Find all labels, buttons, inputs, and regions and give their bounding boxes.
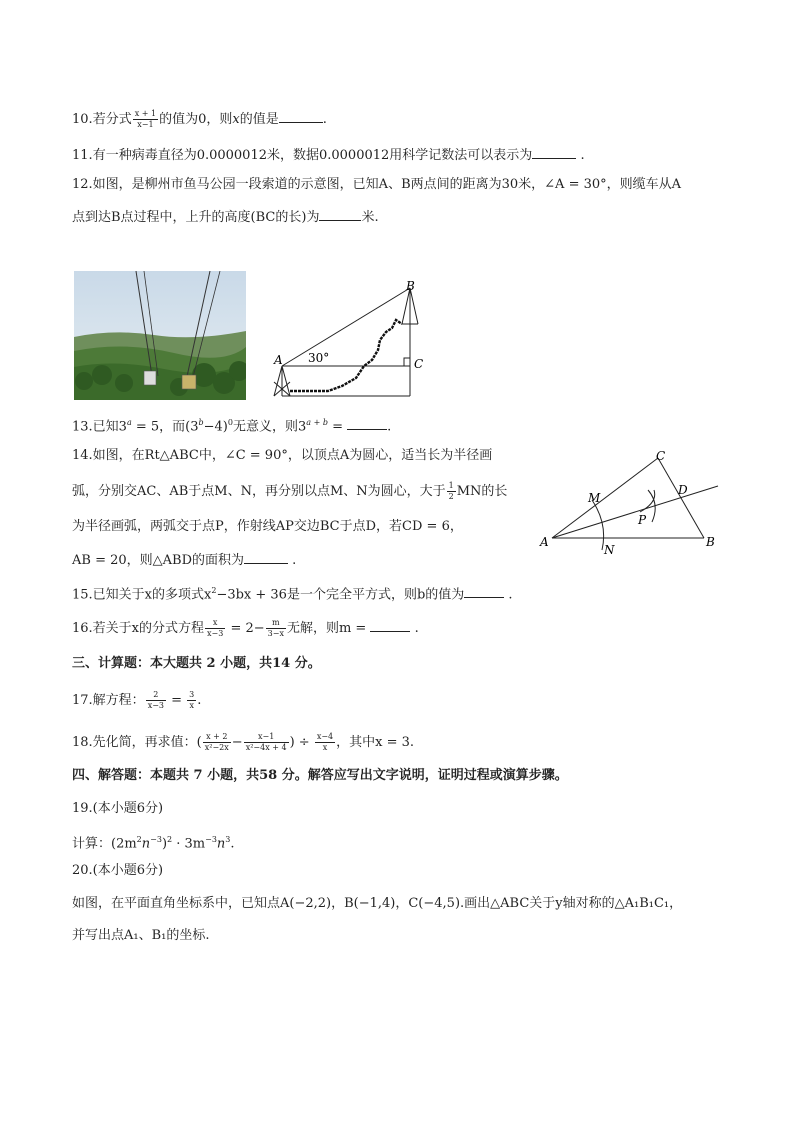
fraction: $\frac{3}{x}$ bbox=[189, 690, 195, 710]
label-d: D bbox=[678, 483, 688, 497]
label-m: M bbox=[588, 491, 601, 505]
label-b: B bbox=[406, 279, 415, 293]
label-a: A bbox=[540, 535, 549, 549]
question-16: 16.若关于x的分式方程 $\frac{x}{x-3}$ = 2− $\frac{m}{3-x}$ 无解，则m = . bbox=[72, 618, 419, 638]
question-17: 17.解方程： $\frac{2}{x-3}$ = $\frac{3}{x}$ . bbox=[72, 690, 202, 710]
fraction: $\frac{x + 1}{x-1}$ bbox=[134, 109, 157, 129]
question-19-heading: 19.(本小题6分) bbox=[72, 801, 164, 816]
question-12-line1: 12.如图，是柳州市鱼马公园一段索道的示意图，已知A、B两点间的距离为30米，∠A = 30°，则缆车从A bbox=[72, 177, 682, 192]
question-20-heading: 20.(本小题6分) bbox=[72, 863, 164, 878]
answer-blank bbox=[244, 549, 288, 564]
question-13: 13.已知$3^a = 5$，而$(3^b-4)^0$无意义，则$3^{a + b}$ = . bbox=[72, 413, 391, 437]
fraction: $\frac{2}{x-3}$ bbox=[147, 690, 164, 710]
answer-blank bbox=[370, 617, 410, 632]
cable-diagram-figure bbox=[268, 278, 438, 402]
question-14-line2: 弧，分别交AC、AB于点M、N，再分别以点M、N为圆心，大于 $\frac{1}{2}$ MN的长 bbox=[72, 481, 508, 501]
answer-blank bbox=[347, 415, 387, 430]
triangle-figure bbox=[536, 446, 728, 558]
label-b: B bbox=[706, 535, 715, 549]
label-c: C bbox=[414, 357, 424, 371]
question-18: 18.先化简，再求值：( $\frac{x + 2}{\text{x²−2x}}$ − $\frac{x-1}{\text{x²−4x + 4}}$ ) ÷ $\frac{x-4}{x}$ ，其中x = 3. bbox=[72, 732, 415, 752]
fraction: $\frac{x + 2}{\text{x²−2x}}$ bbox=[204, 732, 229, 752]
question-15: 15.已知关于x的多项式$x^2-3bx + 36$是一个完全平方式，则b的值为 . bbox=[72, 581, 513, 605]
question-10: 10.若分式 $\frac{x + 1}{x-1}$ 的值为0，则x的值是 . bbox=[72, 109, 327, 129]
section-3-heading: 三、计算题：本大题共 2 小题，共14 分。 bbox=[72, 656, 321, 671]
section-4-heading: 四、解答题：本题共 7 小题，共58 分。解答应写出文字说明，证明过程或演算步骤。 bbox=[72, 768, 568, 783]
angle-label: 30° bbox=[308, 351, 330, 365]
label-c: C bbox=[656, 449, 666, 463]
answer-blank bbox=[319, 206, 361, 221]
fraction: $\frac{x-4}{x}$ bbox=[316, 732, 334, 752]
fraction: $\frac{m}{3-x}$ bbox=[267, 618, 284, 638]
label-p: P bbox=[638, 513, 647, 527]
fraction: $\frac{x}{x-3}$ bbox=[207, 618, 224, 638]
question-19-expression: 计算：$(2m^2n^{-3})^2 \cdot 3m^{-3}n^3$. bbox=[72, 835, 235, 852]
question-20-line1: 如图，在平面直角坐标系中，已知点A(−2,2)，B(−1,4)，C(−4,5).画出△ABC关于y轴对称的△A₁B₁C₁， bbox=[72, 896, 683, 911]
fraction: $\frac{x-1}{\text{x²−4x + 4}}$ bbox=[245, 732, 287, 752]
label-a: A bbox=[274, 353, 283, 367]
answer-blank bbox=[464, 583, 504, 598]
question-14-line4: AB = 20，则△ABD的面积为 . bbox=[72, 549, 296, 571]
question-12-line2: 点到达B点过程中，上升的高度(BC的长)为 米. bbox=[72, 206, 379, 228]
cable-car-photo bbox=[74, 271, 246, 400]
question-14-line3: 为半径画弧，两弧交于点P，作射线AP交边BC于点D，若CD = 6， bbox=[72, 519, 463, 534]
answer-blank bbox=[532, 144, 576, 159]
fraction: $\frac{1}{2}$ bbox=[448, 481, 454, 501]
answer-blank bbox=[279, 108, 323, 123]
question-11: 11.有一种病毒直径为0.0000012米，数据0.0000012用科学记数法可以表示为 . bbox=[72, 144, 585, 166]
question-14-line1: 14.如图，在Rt△ABC中，∠C = 90°，以顶点A为圆心，适当长为半径画 bbox=[72, 448, 493, 463]
label-n: N bbox=[604, 543, 615, 557]
question-20-line2: 并写出点A₁、B₁的坐标. bbox=[72, 928, 210, 943]
